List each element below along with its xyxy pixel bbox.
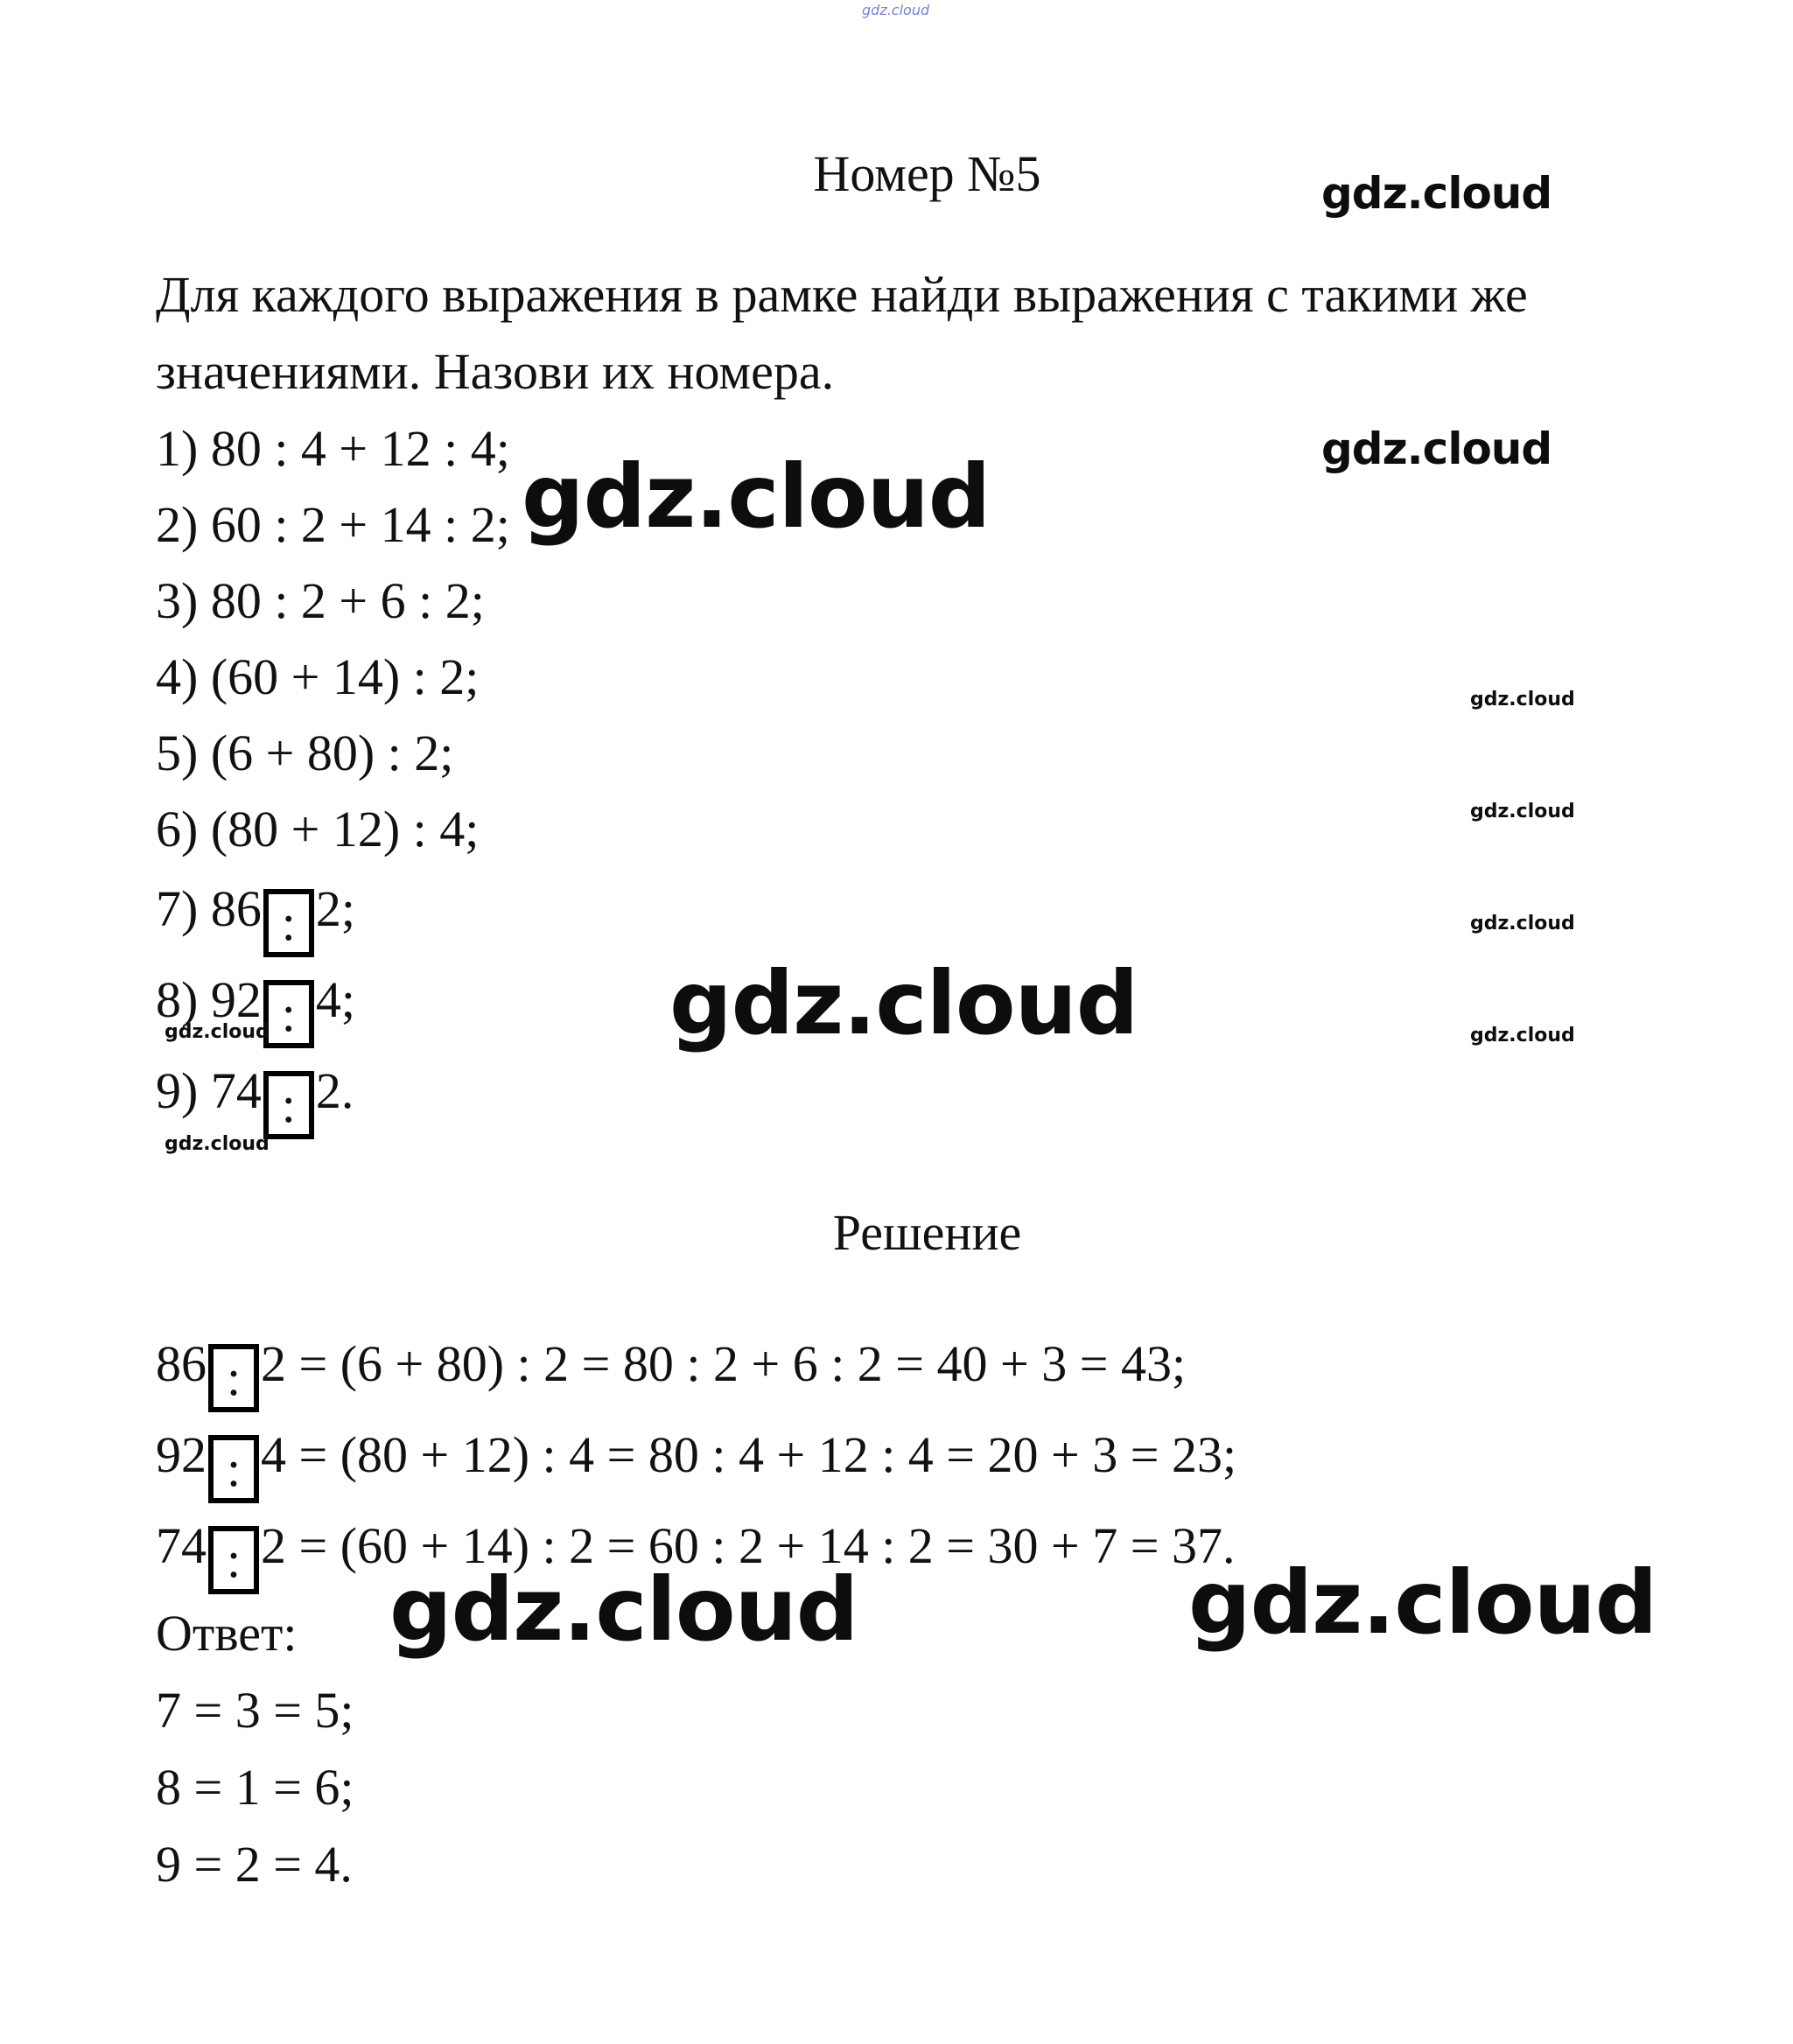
answer-label: Ответ: xyxy=(156,1605,298,1662)
item-7-suffix: 2; xyxy=(315,880,355,937)
solution-line-3-rest: 2 = (60 + 14) : 2 = 60 : 2 + 14 : 2 = 30 + 7 = 37. xyxy=(261,1517,1236,1574)
watermark-text: gdz.cloud xyxy=(1470,801,1575,822)
operator-box: : xyxy=(263,1071,314,1139)
operator-box: : xyxy=(208,1526,259,1594)
task-item-3: 3) 80 : 2 + 6 : 2; xyxy=(156,572,485,629)
task-text-line-1: Для каждого выражения в рамке найди выражения с такими же xyxy=(156,266,1528,323)
watermark-text: gdz.cloud xyxy=(1470,689,1575,710)
watermark-text: gdz.cloud xyxy=(165,1021,270,1043)
task-item-5: 5) (6 + 80) : 2; xyxy=(156,724,454,781)
solution-line-3-prefix: 74 xyxy=(156,1517,207,1574)
solution-line-1-rest: 2 = (6 + 80) : 2 = 80 : 2 + 6 : 2 = 40 + 3 = 43; xyxy=(261,1335,1187,1392)
task-item-6: 6) (80 + 12) : 4; xyxy=(156,801,480,858)
watermark-text: gdz.cloud xyxy=(522,445,991,548)
page-title: Номер №5 xyxy=(813,145,1041,202)
task-item-1: 1) 80 : 4 + 12 : 4; xyxy=(156,420,510,477)
watermark-text: gdz.cloud xyxy=(165,1133,270,1155)
watermark-text: gdz.cloud xyxy=(1321,168,1552,219)
watermark-text: gdz.cloud xyxy=(1321,424,1552,474)
item-9-prefix: 9) 74 xyxy=(156,1062,262,1119)
solution-line-1-prefix: 86 xyxy=(156,1335,207,1392)
watermark-text: gdz.cloud xyxy=(669,952,1138,1054)
item-7-prefix: 7) 86 xyxy=(156,880,262,937)
task-item-4: 4) (60 + 14) : 2; xyxy=(156,648,480,705)
watermark-text: gdz.cloud xyxy=(1188,1551,1657,1654)
answer-line-3: 9 = 2 = 4. xyxy=(156,1836,353,1893)
watermark-text: gdz.cloud xyxy=(1470,1025,1575,1046)
solution-line-2-prefix: 92 xyxy=(156,1426,207,1483)
item-8-prefix: 8) 92 xyxy=(156,971,262,1028)
solution-line-2-rest: 4 = (80 + 12) : 4 = 80 : 4 + 12 : 4 = 20 + 3 = 23; xyxy=(261,1426,1237,1483)
item-8-suffix: 4; xyxy=(315,971,355,1028)
task-item-2: 2) 60 : 2 + 14 : 2; xyxy=(156,496,510,553)
operator-box: : xyxy=(263,980,314,1048)
operator-box: : xyxy=(208,1435,259,1503)
answer-line-1: 7 = 3 = 5; xyxy=(156,1682,354,1739)
answer-line-2: 8 = 1 = 6; xyxy=(156,1759,354,1816)
solution-line-1 xyxy=(156,1335,1187,1412)
top-watermark: gdz.cloud xyxy=(862,2,930,18)
watermark-text: gdz.cloud xyxy=(1470,913,1575,934)
operator-box: : xyxy=(208,1344,259,1412)
solution-title: Решение xyxy=(832,1204,1022,1261)
task-item-7 xyxy=(156,880,355,957)
watermark-text: gdz.cloud xyxy=(389,1558,858,1661)
operator-box: : xyxy=(263,889,314,957)
solution-line-2 xyxy=(156,1426,1237,1503)
task-item-9 xyxy=(156,1062,354,1139)
task-text-line-2: значениями. Назови их номера. xyxy=(156,343,835,400)
item-9-suffix: 2. xyxy=(315,1062,354,1119)
